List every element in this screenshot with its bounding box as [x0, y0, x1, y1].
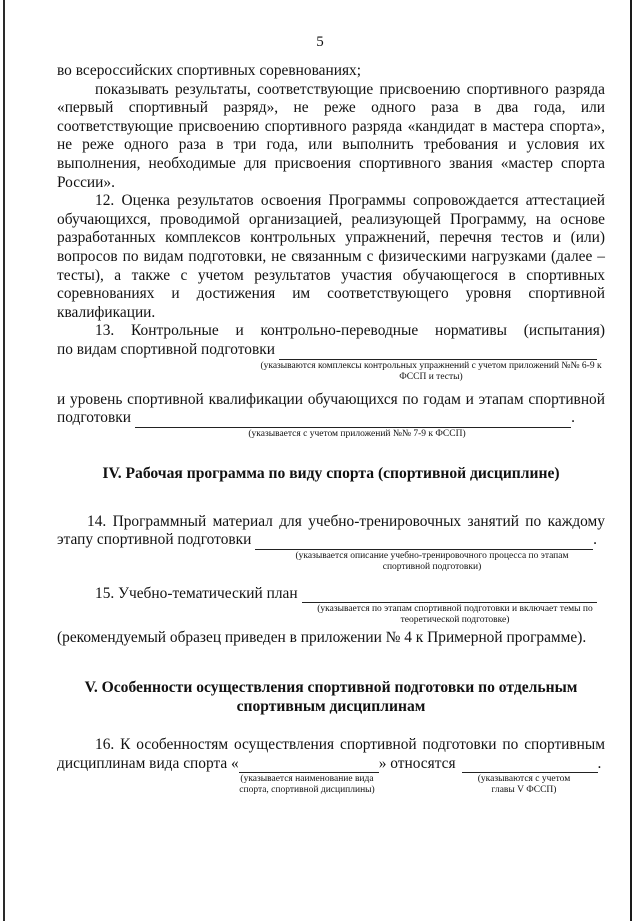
paragraph-continuation: во всероссийских спортивных соревнованиях;: [57, 62, 362, 79]
paragraph-14-label: этапу спортивной подготовки: [57, 531, 252, 549]
blank-line-sport-name: [239, 758, 379, 773]
page-number: 5: [316, 34, 324, 50]
document-body: [57, 62, 605, 821]
paragraph-13-continuation-line-1: и уровень спортивной квалификации обучающихся по годам и этапам спортивной: [57, 390, 605, 408]
note-sport-name: (указывается наименование вида спорта, спортивной дисциплины): [239, 774, 375, 796]
note-features: (указываются с учетом главы V ФССП): [477, 774, 571, 796]
paragraph-14-end: .: [593, 531, 597, 549]
scan-edge-left: [3, 0, 5, 921]
note-13-wrap: [257, 361, 605, 383]
paragraph-12: 12. Оценка результатов освоения Программы сопровождается аттестацией обучающихся, проводимой организацией, реализующей Программу, на основе разработанных комплексов контрольных упражнений, перечня тестов и (или) вопросов по видам подготовки, не связанным с физическими нагрузками (далее – тесты), а также с учетом результатов участия обучающегося в спортивных соревнованиях и достижения им соответствующего уровня спортивной квалификации.: [57, 192, 605, 321]
note-15-wrap: [305, 604, 605, 626]
blank-line-qualification-level: [135, 413, 571, 428]
note-13-cont-wrap: [207, 429, 507, 440]
note-thematic-plan: (указывается по этапам спортивной подготовки и включает темы по теоретической подготовке): [317, 604, 593, 626]
blank-line-control-norms: [279, 345, 597, 360]
paragraph-14-line-2: [57, 531, 605, 550]
paragraph-15-label: 15. Учебно-тематический план: [95, 584, 298, 602]
paragraph-13-continuation-end: .: [571, 409, 575, 427]
paragraph-13-line-1: 13. Контрольные и контрольно-переводные нормативы (испытания): [95, 322, 605, 340]
paragraph-results: показывать результаты, соответствующие присвоению спортивного разряда «первый спортивный разряд», не реже одного раза в два года, или соответствующие присвоению спортивного разряда «кандидат в мастера спорта», не реже одного раза в три года, или выполнить требования и условия их выполнения, необходимые для присвоения спортивного звания «мастер спорта России».: [57, 80, 605, 191]
paragraph-16-label-b: » относятся: [378, 754, 456, 772]
blank-line-features: [462, 758, 598, 773]
paragraph-16-end: .: [597, 754, 602, 772]
section-5-title-line-1: V. Особенности осуществления спортивной подготовки по отдельным: [84, 679, 578, 697]
paragraph-13-label: по видам спортивной подготовки: [57, 340, 275, 358]
section-5-title-line-2: спортивным дисциплинам: [236, 698, 426, 716]
paragraph-13-line-2: [57, 341, 605, 360]
notes-16-row: [57, 773, 605, 821]
paragraph-14-line-1: 14. Программный материал для учебно-тренировочных занятий по каждому: [87, 512, 605, 530]
section-4-title: IV. Рабочая программа по виду спорта (спортивной дисциплине): [102, 464, 560, 482]
paragraph-13-continuation-line-2: [57, 409, 605, 428]
blank-line-program-material: [255, 535, 593, 550]
paragraph-15-line: [57, 585, 605, 604]
scan-edge-right: [630, 0, 632, 921]
note-qualification-level: (указывается с учетом приложений №№ 7-9 к ФССП): [248, 428, 466, 439]
paragraph-16-line-2: [57, 755, 605, 774]
paragraph-15-tail: (рекомендуемый образец приведен в приложении № 4 к Примерной программе).: [57, 629, 587, 647]
blank-line-thematic-plan: [302, 588, 597, 603]
note-14-wrap: [277, 551, 587, 573]
note-program-material: (указывается описание учебно-тренировочного процесса по этапам спортивной подготовки): [295, 550, 569, 572]
paragraph-13-continuation-label: подготовки: [57, 409, 131, 427]
note-control-norms: (указываются комплексы контрольных упражнений с учетом приложений №№ 6-9 к ФССП и тесты): [260, 360, 602, 382]
paragraph-16-line-1: 16. К особенностям осуществления спортивной подготовки по спортивным: [95, 736, 605, 754]
paragraph-16-label-a: дисциплинам вида спорта «: [57, 754, 239, 772]
